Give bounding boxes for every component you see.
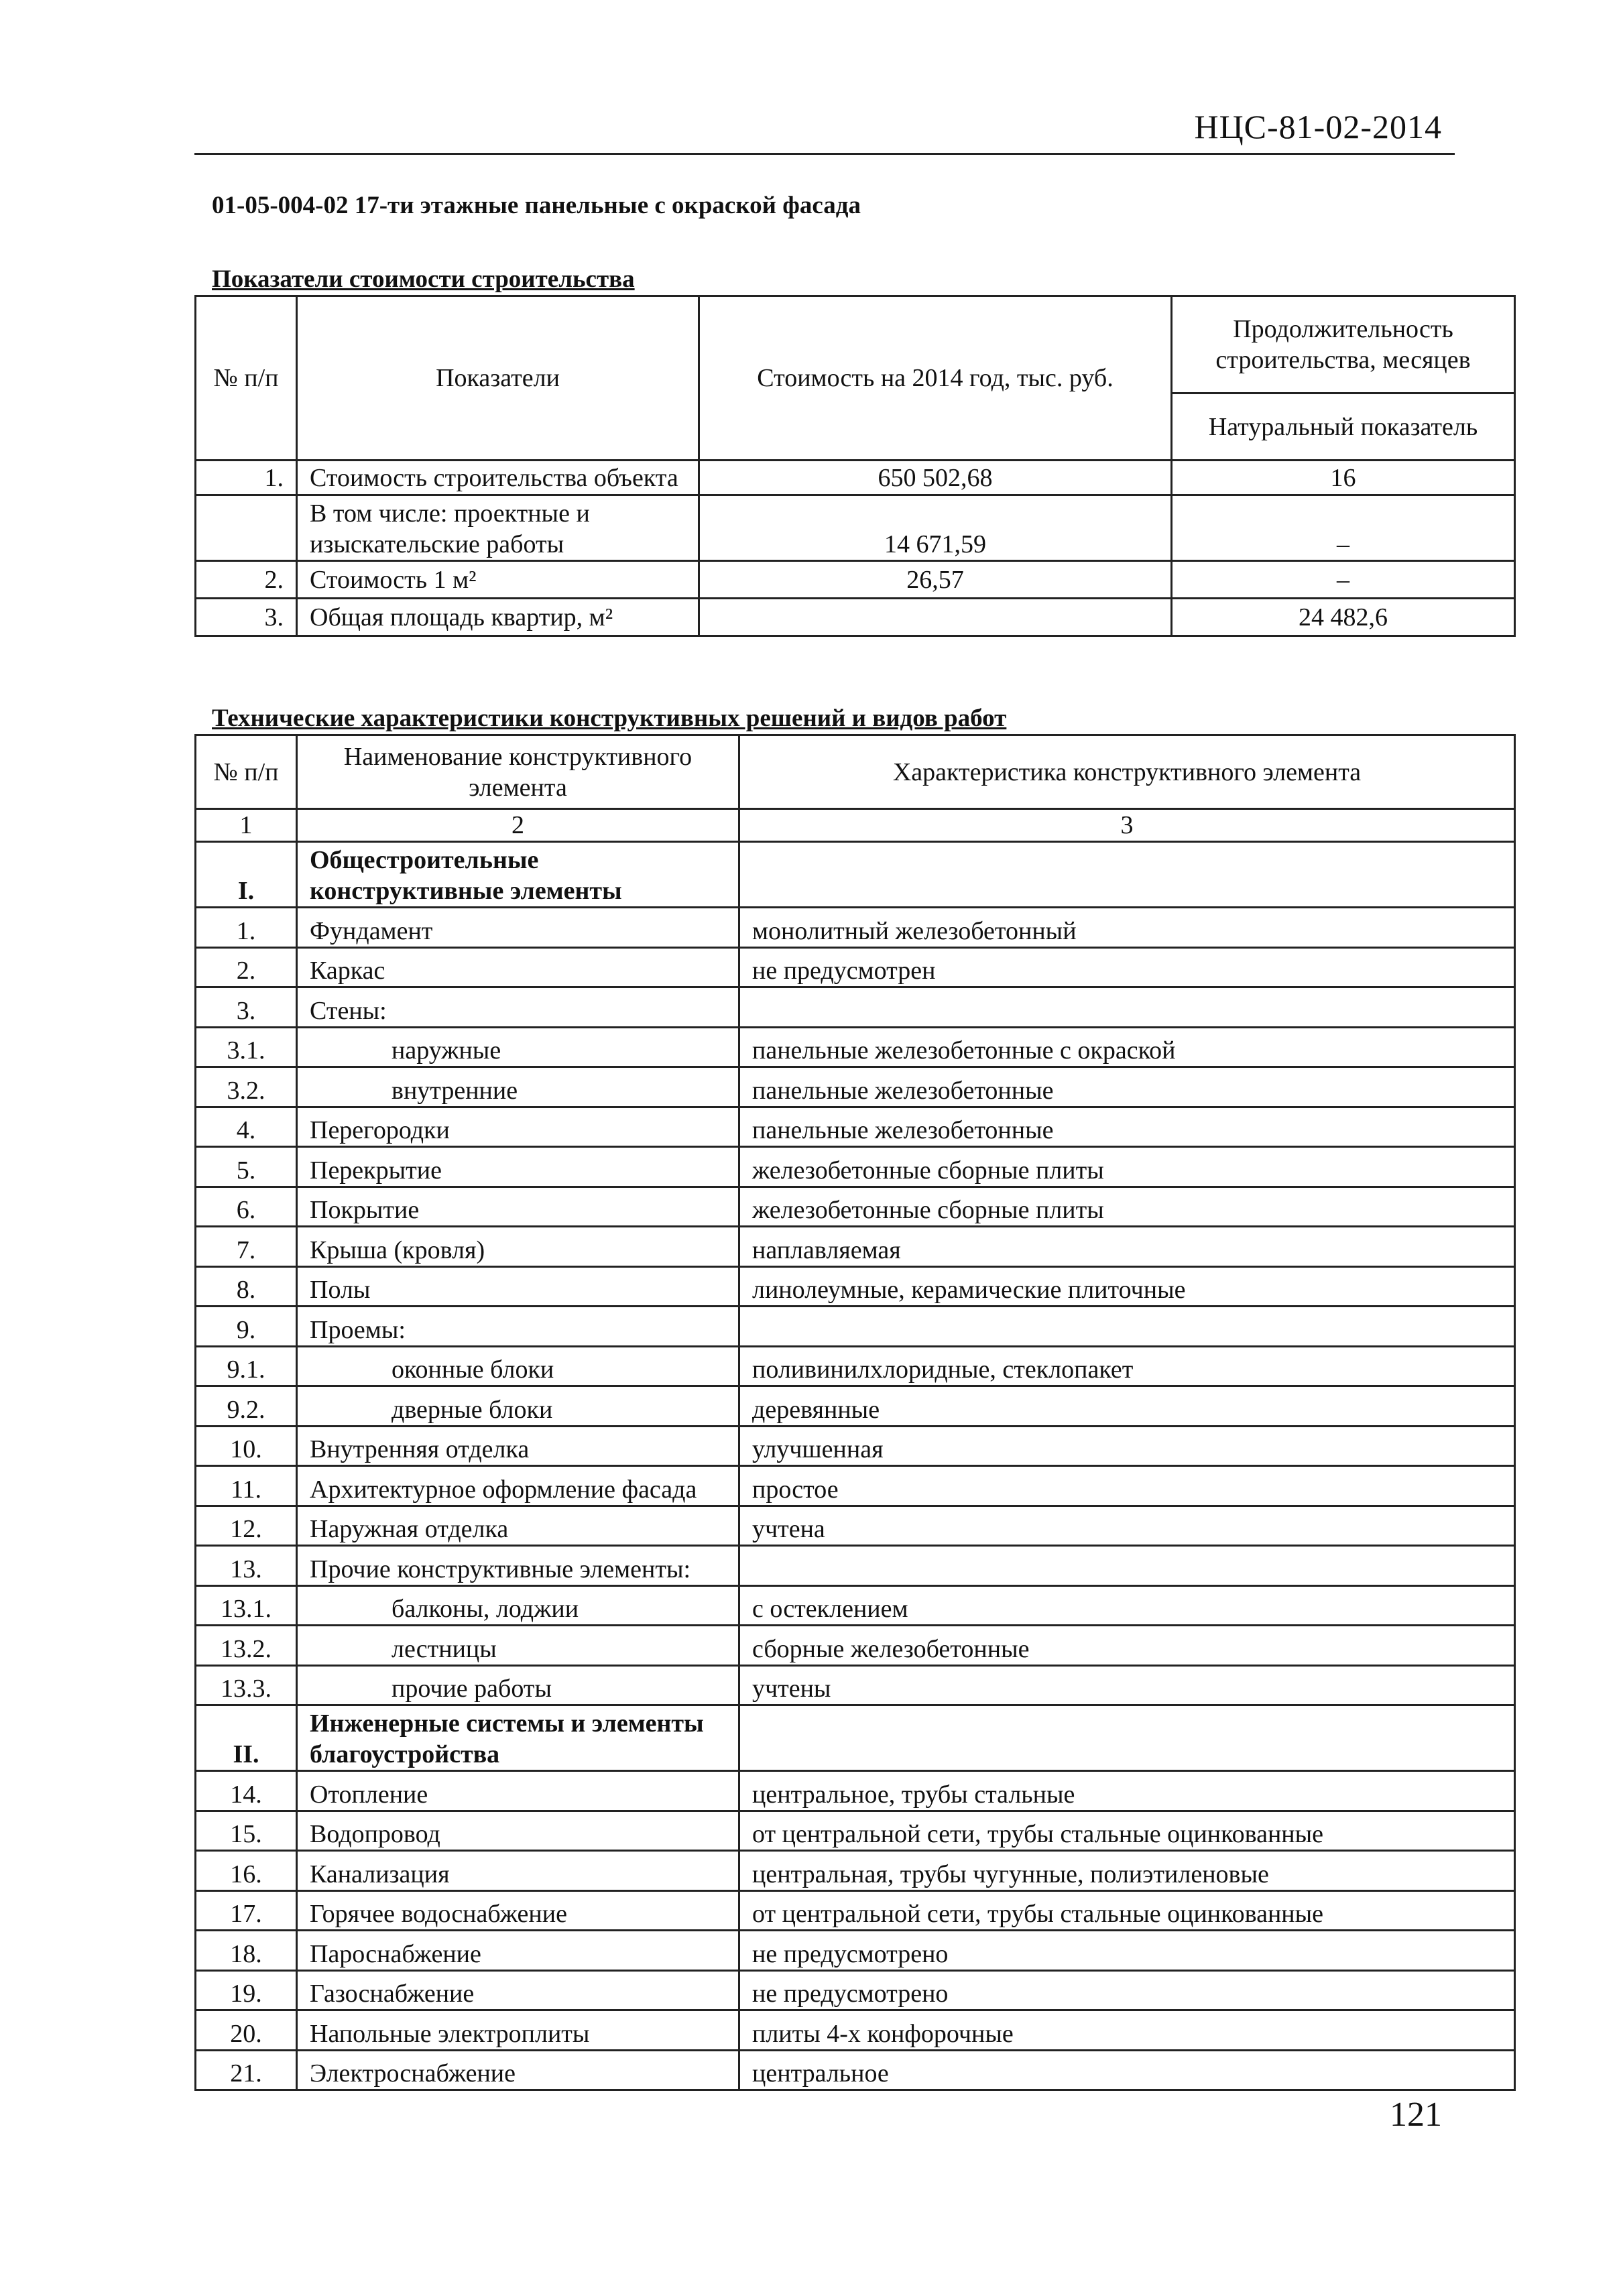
tech-head-characteristic: Характеристика конструктивного элемента bbox=[739, 735, 1515, 809]
table-row bbox=[196, 1466, 1515, 1506]
table-row bbox=[196, 947, 1515, 987]
table-row bbox=[196, 1705, 1515, 1771]
element-name: Проемы: bbox=[297, 1307, 739, 1347]
cost-row-num bbox=[196, 495, 297, 561]
cost-row-name: В том числе: проектные и изыскательские работы bbox=[297, 495, 699, 561]
row-number: 16. bbox=[196, 1851, 297, 1891]
row-number: 20. bbox=[196, 2010, 297, 2051]
table-row bbox=[196, 842, 1515, 908]
row-number: 9.2. bbox=[196, 1386, 297, 1427]
table-row bbox=[196, 2050, 1515, 2090]
cost-row-num: 1. bbox=[196, 461, 297, 495]
element-characteristic bbox=[739, 842, 1515, 908]
element-name: Наружная отделка bbox=[297, 1506, 739, 1546]
cost-row-cost: 26,57 bbox=[699, 561, 1172, 599]
cost-row-num: 3. bbox=[196, 599, 297, 636]
row-number: 21. bbox=[196, 2050, 297, 2090]
element-characteristic: от центральной сети, трубы стальные оцинкованные bbox=[739, 1811, 1515, 1851]
element-characteristic: линолеумные, керамические плиточные bbox=[739, 1266, 1515, 1307]
page-number: 121 bbox=[1390, 2096, 1442, 2134]
element-characteristic: панельные железобетонные с окраской bbox=[739, 1027, 1515, 1067]
row-number: 19. bbox=[196, 1970, 297, 2010]
table-row bbox=[196, 987, 1515, 1028]
table-row bbox=[196, 1585, 1515, 1626]
element-characteristic: центральная, трубы чугунные, полиэтиленовые bbox=[739, 1851, 1515, 1891]
element-characteristic: не предусмотрен bbox=[739, 947, 1515, 987]
element-characteristic: с остеклением bbox=[739, 1585, 1515, 1626]
table-row bbox=[196, 1771, 1515, 1811]
row-number: 5. bbox=[196, 1147, 297, 1187]
element-name: Перекрытие bbox=[297, 1147, 739, 1187]
tech-col-number: 2 bbox=[297, 809, 739, 842]
row-number: 8. bbox=[196, 1266, 297, 1307]
element-characteristic: от центральной сети, трубы стальные оцинкованные bbox=[739, 1890, 1515, 1931]
table-row bbox=[196, 1027, 1515, 1067]
row-number: 2. bbox=[196, 947, 297, 987]
cost-table-caption: Показатели стоимости строительства bbox=[212, 265, 635, 293]
cost-row-cost bbox=[699, 599, 1172, 636]
row-number: 13. bbox=[196, 1546, 297, 1586]
element-name: Стены: bbox=[297, 987, 739, 1028]
element-name: Общестроительные конструктивные элементы bbox=[297, 842, 739, 908]
table-row bbox=[196, 1970, 1515, 2010]
element-characteristic: панельные железобетонные bbox=[739, 1107, 1515, 1147]
row-number: 14. bbox=[196, 1771, 297, 1811]
element-characteristic: монолитный железобетонный bbox=[739, 908, 1515, 948]
element-name: Напольные электроплиты bbox=[297, 2010, 739, 2051]
table-row bbox=[196, 1811, 1515, 1851]
element-characteristic: сборные железобетонные bbox=[739, 1626, 1515, 1666]
table-row bbox=[196, 1890, 1515, 1931]
element-name: Архитектурное оформление фасада bbox=[297, 1466, 739, 1506]
tech-head-element: Наименование конструктивного элемента bbox=[297, 735, 739, 809]
row-number: 15. bbox=[196, 1811, 297, 1851]
table-row bbox=[196, 908, 1515, 948]
tech-col-number: 1 bbox=[196, 809, 297, 842]
element-name: Каркас bbox=[297, 947, 739, 987]
element-name: Покрытие bbox=[297, 1187, 739, 1227]
element-name: Электроснабжение bbox=[297, 2050, 739, 2090]
element-name: балконы, лоджии bbox=[297, 1585, 739, 1626]
table-row bbox=[196, 1426, 1515, 1466]
table-row bbox=[196, 1107, 1515, 1147]
row-number: 3.1. bbox=[196, 1027, 297, 1067]
table-row bbox=[196, 1067, 1515, 1107]
row-number: 11. bbox=[196, 1466, 297, 1506]
row-number: II. bbox=[196, 1705, 297, 1771]
row-number: 12. bbox=[196, 1506, 297, 1546]
element-characteristic: улучшенная bbox=[739, 1426, 1515, 1466]
element-characteristic bbox=[739, 1546, 1515, 1586]
cost-row-num: 2. bbox=[196, 561, 297, 599]
element-characteristic bbox=[739, 1705, 1515, 1771]
table-row bbox=[196, 1626, 1515, 1666]
table-row bbox=[196, 1506, 1515, 1546]
element-name: Полы bbox=[297, 1266, 739, 1307]
row-number: 4. bbox=[196, 1107, 297, 1147]
cost-head-num: № п/п bbox=[196, 296, 297, 461]
element-characteristic: учтены bbox=[739, 1665, 1515, 1705]
element-characteristic bbox=[739, 1307, 1515, 1347]
header-rule bbox=[194, 153, 1455, 155]
element-name: Внутренняя отделка bbox=[297, 1426, 739, 1466]
element-characteristic: панельные железобетонные bbox=[739, 1067, 1515, 1107]
element-characteristic: не предусмотрено bbox=[739, 1970, 1515, 2010]
cost-row-name: Общая площадь квартир, м² bbox=[297, 599, 699, 636]
cost-table bbox=[194, 295, 1516, 637]
element-name: Газоснабжение bbox=[297, 1970, 739, 2010]
row-number: 3.2. bbox=[196, 1067, 297, 1107]
tech-col-number: 3 bbox=[739, 809, 1515, 842]
element-characteristic: железобетонные сборные плиты bbox=[739, 1147, 1515, 1187]
element-characteristic: поливинилхлоридные, стеклопакет bbox=[739, 1346, 1515, 1386]
table-row bbox=[196, 1665, 1515, 1705]
element-characteristic: центральное, трубы стальные bbox=[739, 1771, 1515, 1811]
row-number: 6. bbox=[196, 1187, 297, 1227]
table-row bbox=[196, 1266, 1515, 1307]
cost-row-extra: 24 482,6 bbox=[1172, 599, 1515, 636]
element-characteristic: деревянные bbox=[739, 1386, 1515, 1427]
element-name: Прочие конструктивные элементы: bbox=[297, 1546, 739, 1586]
cost-row-extra: – bbox=[1172, 561, 1515, 599]
tech-table bbox=[194, 734, 1516, 2091]
table-row bbox=[196, 1227, 1515, 1267]
row-number: 18. bbox=[196, 1931, 297, 1971]
element-name: оконные блоки bbox=[297, 1346, 739, 1386]
cost-row-extra: 16 bbox=[1172, 461, 1515, 495]
element-name: Фундамент bbox=[297, 908, 739, 948]
element-characteristic: не предусмотрено bbox=[739, 1931, 1515, 1971]
element-name: Отопление bbox=[297, 1771, 739, 1811]
table-row bbox=[196, 2010, 1515, 2051]
cost-head-cost: Стоимость на 2014 год, тыс. руб. bbox=[699, 296, 1172, 461]
row-number: 7. bbox=[196, 1227, 297, 1267]
cost-head-natural: Натуральный показатель bbox=[1172, 394, 1515, 461]
row-number: 9. bbox=[196, 1307, 297, 1347]
table-row bbox=[196, 1931, 1515, 1971]
document-code: НЦС-81-02-2014 bbox=[1194, 108, 1442, 145]
table-row bbox=[196, 1386, 1515, 1427]
row-number: 13.3. bbox=[196, 1665, 297, 1705]
row-number: 13.2. bbox=[196, 1626, 297, 1666]
section-title: 01-05-004-02 17-ти этажные панельные с окраской фасада bbox=[212, 192, 861, 219]
element-name: Крыша (кровля) bbox=[297, 1227, 739, 1267]
element-characteristic: наплавляемая bbox=[739, 1227, 1515, 1267]
element-characteristic: железобетонные сборные плиты bbox=[739, 1187, 1515, 1227]
cost-head-duration: Продолжительность строительства, месяцев bbox=[1172, 296, 1515, 394]
cost-row-cost: 650 502,68 bbox=[699, 461, 1172, 495]
element-name: наружные bbox=[297, 1027, 739, 1067]
tech-head-num: № п/п bbox=[196, 735, 297, 809]
cost-head-indicators: Показатели bbox=[297, 296, 699, 461]
element-name: лестницы bbox=[297, 1626, 739, 1666]
row-number: 1. bbox=[196, 908, 297, 948]
table-row bbox=[196, 1346, 1515, 1386]
element-name: Горячее водоснабжение bbox=[297, 1890, 739, 1931]
table-row bbox=[196, 1307, 1515, 1347]
element-name: Канализация bbox=[297, 1851, 739, 1891]
row-number: 3. bbox=[196, 987, 297, 1028]
row-number: I. bbox=[196, 842, 297, 908]
table-row bbox=[196, 1546, 1515, 1586]
table-row bbox=[196, 1851, 1515, 1891]
row-number: 17. bbox=[196, 1890, 297, 1931]
cost-row-extra: – bbox=[1172, 495, 1515, 561]
element-name: дверные блоки bbox=[297, 1386, 739, 1427]
element-name: Инженерные системы и элементы благоустройства bbox=[297, 1705, 739, 1771]
row-number: 10. bbox=[196, 1426, 297, 1466]
cost-row-name: Стоимость 1 м² bbox=[297, 561, 699, 599]
element-characteristic: плиты 4-х конфорочные bbox=[739, 2010, 1515, 2051]
element-name: Пароснабжение bbox=[297, 1931, 739, 1971]
element-characteristic: центральное bbox=[739, 2050, 1515, 2090]
table-row bbox=[196, 1187, 1515, 1227]
table-row bbox=[196, 1147, 1515, 1187]
row-number: 13.1. bbox=[196, 1585, 297, 1626]
element-characteristic: учтена bbox=[739, 1506, 1515, 1546]
element-name: Перегородки bbox=[297, 1107, 739, 1147]
element-name: внутренние bbox=[297, 1067, 739, 1107]
tech-table-caption: Технические характеристики конструктивных решений и видов работ bbox=[212, 705, 1007, 732]
row-number: 9.1. bbox=[196, 1346, 297, 1386]
cost-row-cost: 14 671,59 bbox=[699, 495, 1172, 561]
element-name: прочие работы bbox=[297, 1665, 739, 1705]
element-characteristic bbox=[739, 987, 1515, 1028]
element-characteristic: простое bbox=[739, 1466, 1515, 1506]
cost-row-name: Стоимость строительства объекта bbox=[297, 461, 699, 495]
element-name: Водопровод bbox=[297, 1811, 739, 1851]
